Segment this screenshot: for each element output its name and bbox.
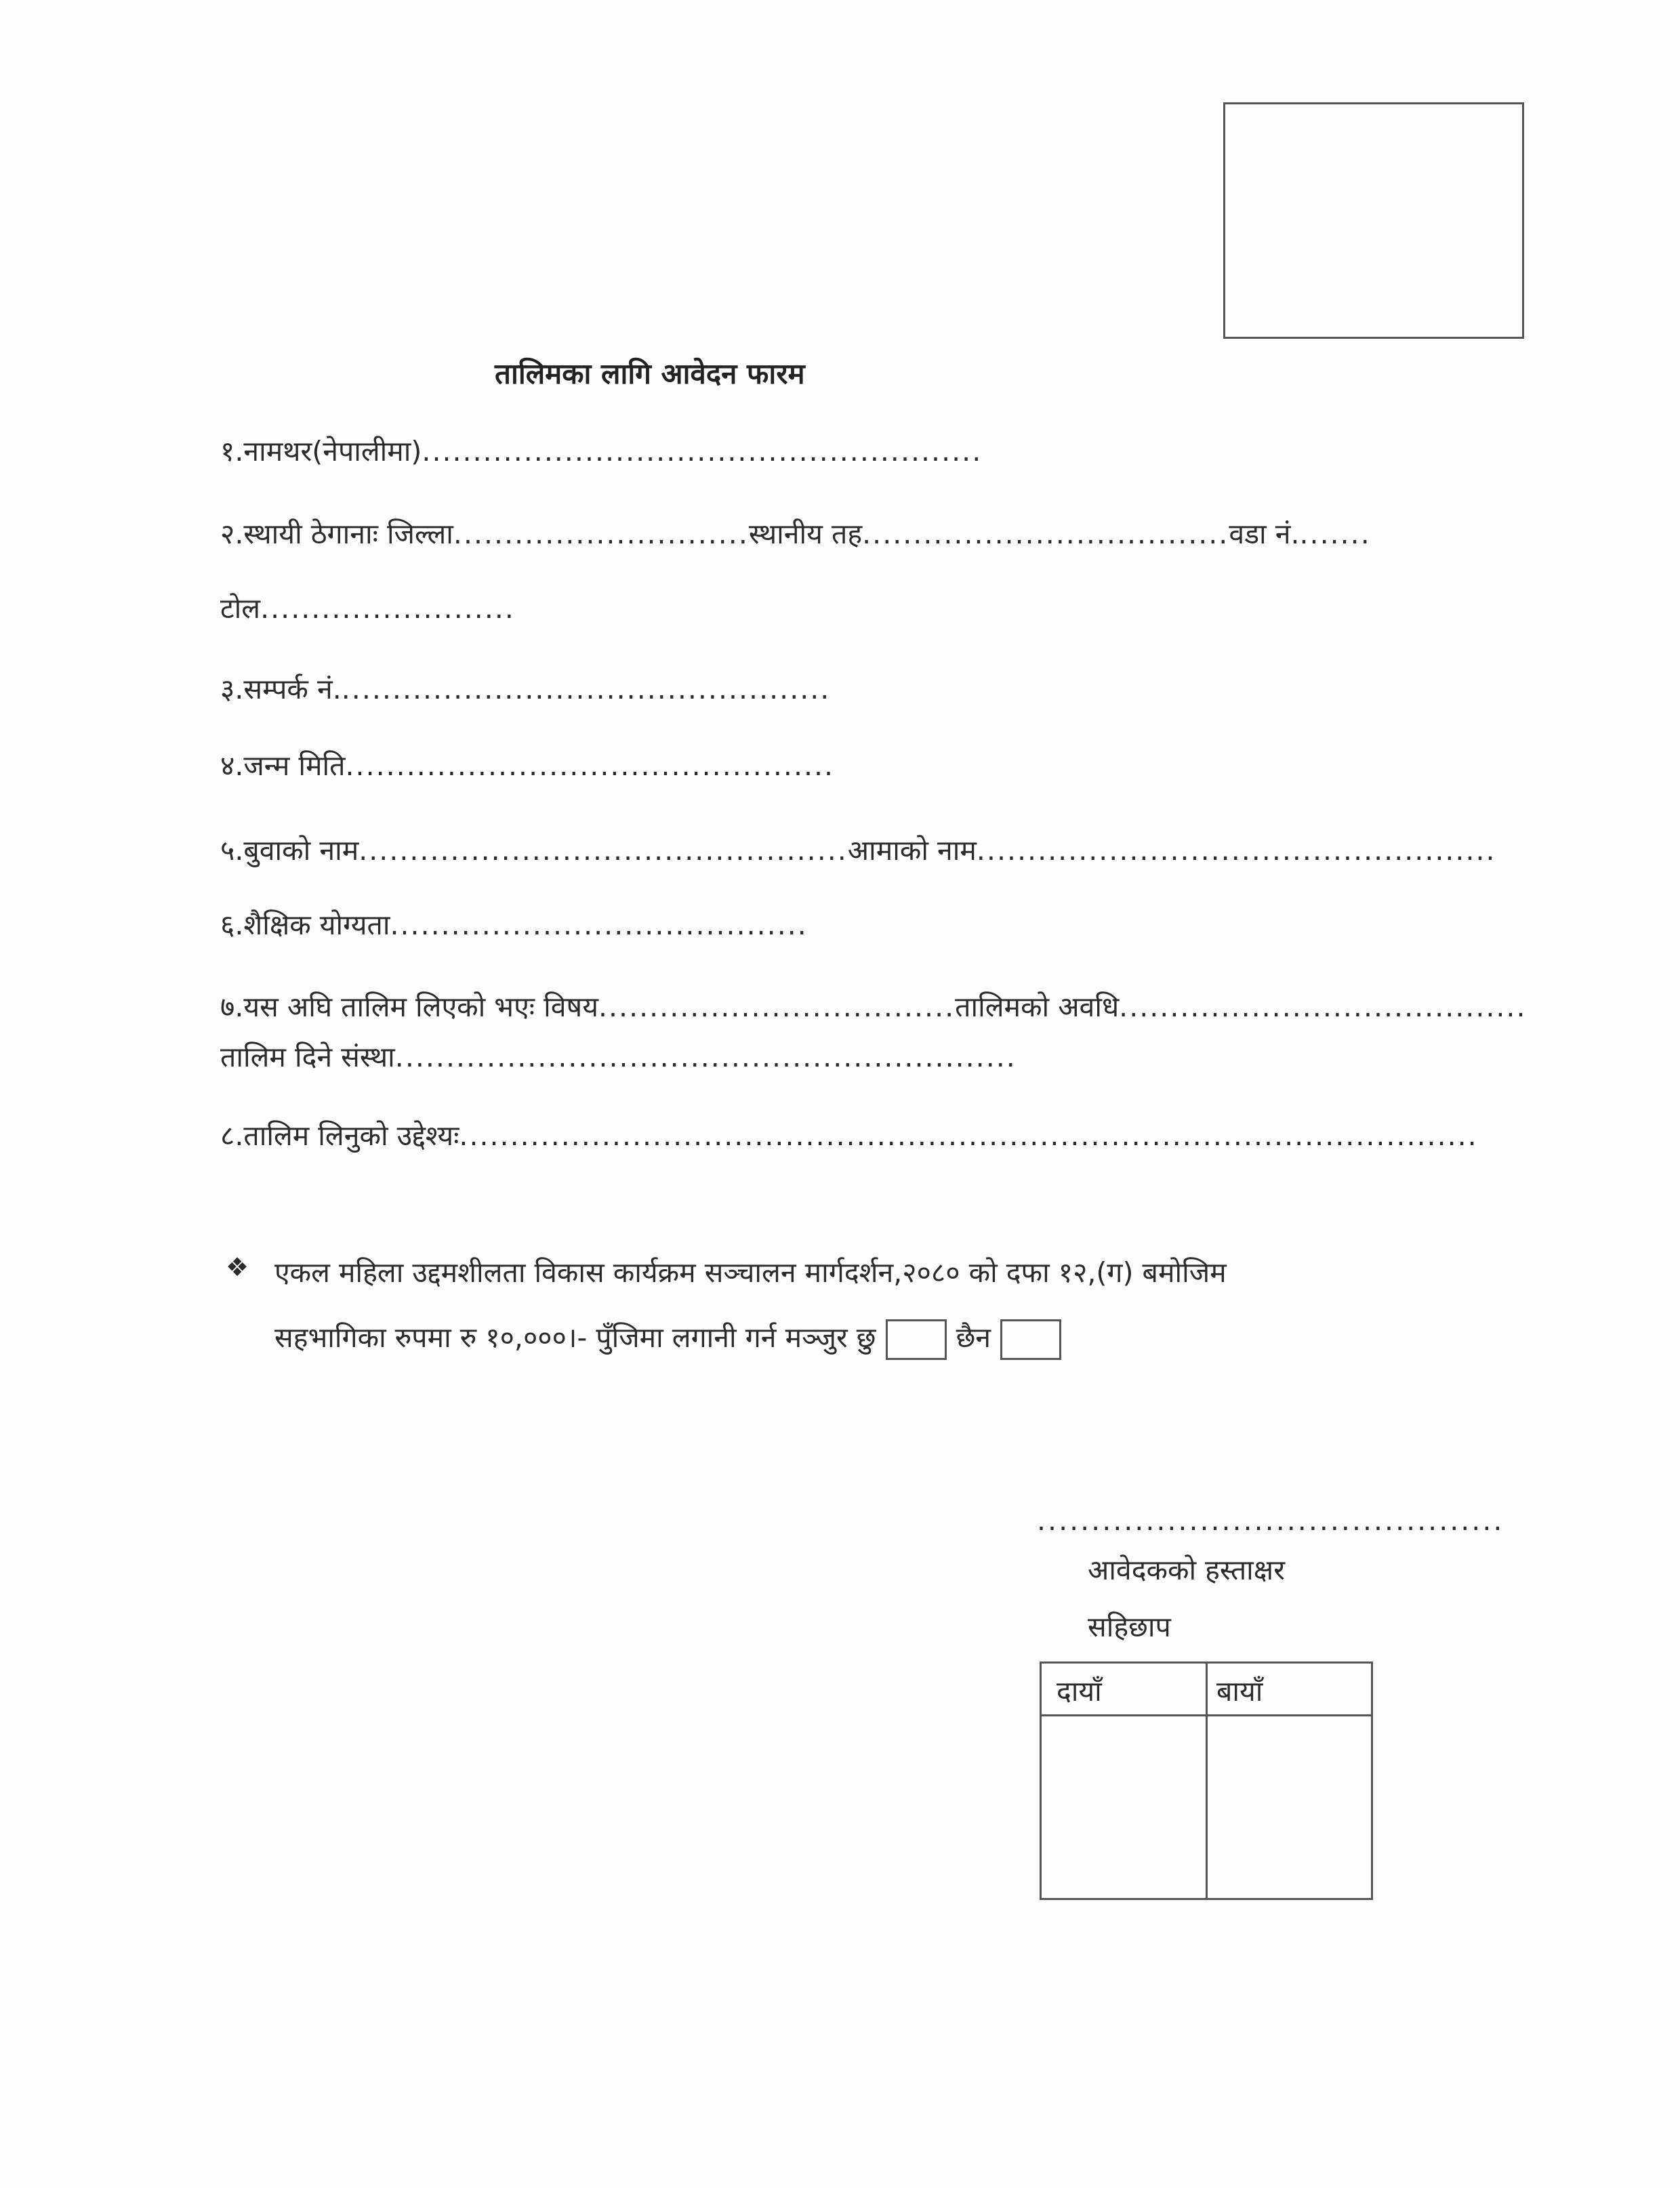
ward-field[interactable]: ....... (1299, 518, 1371, 550)
tole-field[interactable]: ......................... (260, 592, 515, 625)
parents-row (220, 830, 1496, 871)
name-label: १.नामथर(नेपालीमा) (220, 435, 422, 468)
declaration-no-label: छैन (956, 1321, 991, 1354)
thumbprint-right-header: दायाँ (1057, 1675, 1102, 1708)
name-field[interactable]: ....................................................... (422, 435, 983, 468)
dob-field[interactable]: ................................................ (345, 749, 835, 782)
ward-label: वडा नं. (1229, 518, 1300, 550)
training-subject-field[interactable]: ................................... (598, 991, 956, 1023)
tole-label: टोल (220, 592, 261, 625)
address-row (220, 514, 1371, 554)
training-institution-row (220, 1037, 1017, 1077)
signature-label: आवेदकको हस्ताक्षर (1088, 1554, 1285, 1586)
father-name-label: ५.बुवाको नाम (220, 834, 359, 867)
diamond-bullet-icon: ❖ (226, 1252, 249, 1282)
thumbprint-column-divider (1206, 1664, 1208, 1898)
district-label: २.स्थायी ठेगानाः जिल्ला (220, 518, 453, 550)
photo-box[interactable] (1223, 102, 1524, 339)
declaration-line-2 (274, 1305, 1227, 1370)
mother-name-label: आमाको नाम (847, 834, 977, 867)
signature-field[interactable]: ........................................... (1037, 1504, 1504, 1537)
purpose-row (220, 1115, 1478, 1156)
local-level-label: स्थानीय तह (748, 518, 863, 550)
district-field[interactable]: ............................. (453, 518, 749, 550)
training-duration-label: तालिमको अवधि (955, 991, 1120, 1023)
training-institution-field[interactable]: ............................................................. (394, 1041, 1017, 1073)
dob-row (220, 745, 834, 786)
declaration-line-1: एकल महिला उद्दमशीलता विकास कार्यक्रम सञ्चालन मार्गदर्शन,२०८० को दफा १२,(ग) बमोजिम (274, 1256, 1227, 1289)
name-row (220, 431, 982, 472)
tole-row (220, 588, 515, 629)
thumbprint-left-header: बायाँ (1216, 1675, 1263, 1708)
agree-checkbox[interactable] (886, 1319, 947, 1360)
education-label: ६.शैक्षिक योग्यता (220, 909, 390, 941)
form-title: तालिमका लागि आवेदन फारम (495, 357, 805, 390)
education-field[interactable]: ......................................... (390, 909, 808, 941)
thumbprint-table (1040, 1661, 1373, 1900)
mother-name-field[interactable]: ................................................... (976, 834, 1496, 867)
contact-field[interactable]: ................................................ (341, 673, 831, 705)
purpose-field[interactable]: .................................................................................................... (459, 1119, 1478, 1152)
education-row (220, 905, 808, 945)
purpose-label: ८.तालिम लिनुको उद्देश्यः (220, 1119, 459, 1152)
thumbprint-label: सहिछाप (1088, 1611, 1171, 1643)
contact-label: ३.सम्पर्क नं. (220, 673, 342, 705)
disagree-checkbox[interactable] (1000, 1319, 1061, 1360)
training-duration-field[interactable]: ........................................ (1119, 991, 1527, 1023)
thumbprint-row-divider (1042, 1714, 1371, 1716)
declaration (274, 1240, 1227, 1370)
training-subject-label: ७.यस अघि तालिम लिएको भएः विषय (220, 991, 598, 1023)
contact-row (220, 669, 830, 709)
previous-training-row (220, 987, 1526, 1027)
local-level-field[interactable]: .................................... (862, 518, 1229, 550)
father-name-field[interactable]: ................................................ (358, 834, 848, 867)
dob-label: ४.जन्म मिति (220, 749, 346, 782)
training-institution-label: तालिम दिने संस्था (220, 1041, 395, 1073)
declaration-agree-text: सहभागिका रुपमा रु १०,०००।- पुँजिमा लगानी गर्न मञ्जुर छु (274, 1321, 876, 1354)
